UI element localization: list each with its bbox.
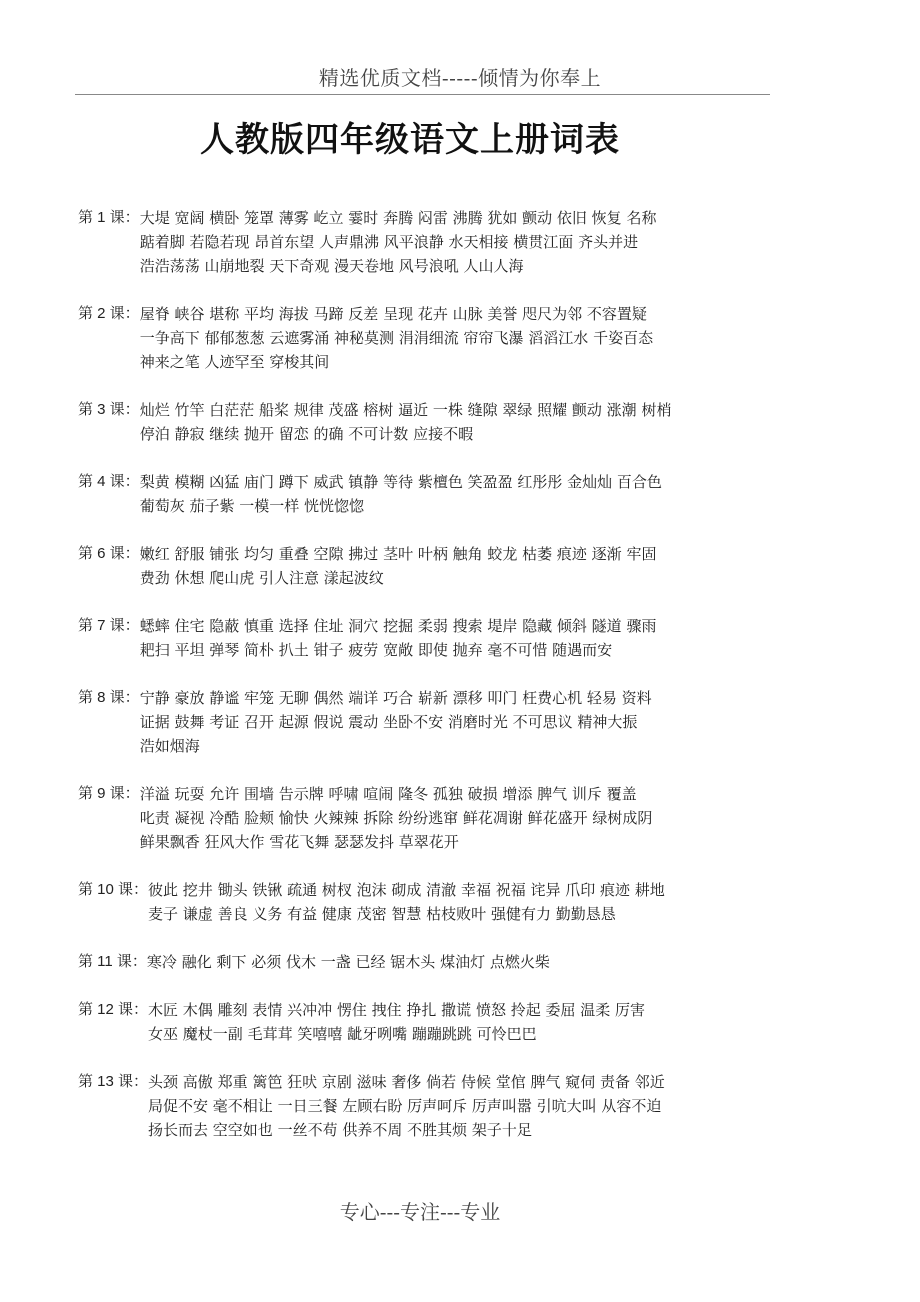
- word-line: 灿烂 竹竿 白茫茫 船桨 规律 茂盛 榕树 逼近 一株 缝隙 翠绿 照耀 颤动 涨潮 树梢: [139, 401, 672, 419]
- page-footer: 专心---专注---专业: [339, 1200, 501, 1224]
- word-line: 葡萄灰 茄子紫 一模一样 恍恍惚惚: [139, 497, 364, 515]
- word-line: 局促不安 毫不相让 一日三餐 左顾右盼 厉声呵斥 厉声叫嚣 引吭大叫 从容不迫: [148, 1097, 662, 1115]
- lesson-9: [78, 782, 778, 854]
- word-line: 头颈 高傲 郑重 篱笆 狂吠 京剧 滋味 奢侈 倘若 侍候 堂倌 脾气 窥伺 责备 邻近: [148, 1073, 665, 1091]
- lesson-12: [78, 998, 778, 1046]
- lesson-label: 第 11 课：: [78, 953, 147, 970]
- lesson-11: [78, 950, 778, 974]
- lesson-label: 第 1 课：: [78, 209, 140, 226]
- lesson-label: 第 9 课：: [78, 785, 140, 802]
- vocabulary-list: [78, 206, 778, 1166]
- lesson-13: [78, 1070, 778, 1142]
- lesson-8: [78, 686, 778, 758]
- word-line: 蟋蟀 住宅 隐蔽 慎重 选择 住址 洞穴 挖掘 柔弱 搜索 堤岸 隐藏 倾斜 隧道 骤雨: [139, 617, 657, 635]
- word-line: 神来之笔 人迹罕至 穿梭其间: [139, 353, 330, 371]
- lesson-label: 第 7 课：: [78, 617, 140, 634]
- page-header: 精选优质文档-----倾情为你奉上: [318, 66, 602, 90]
- lesson-10: [78, 878, 778, 926]
- word-line: 踮着脚 若隐若现 昂首东望 人声鼎沸 风平浪静 水天相接 横贯江面 齐头并进: [139, 233, 639, 251]
- lesson-6: [78, 542, 778, 590]
- header-divider: [75, 94, 770, 95]
- lesson-label: 第 6 课：: [78, 545, 140, 562]
- lesson-1: [78, 206, 778, 278]
- lesson-label: 第 12 课：: [78, 1001, 149, 1018]
- lesson-label: 第 8 课：: [78, 689, 140, 706]
- word-line: 费劲 休想 爬山虎 引人注意 漾起波纹: [139, 569, 384, 587]
- word-line: 女巫 魔杖一副 毛茸茸 笑嘻嘻 龇牙咧嘴 蹦蹦跳跳 可怜巴巴: [148, 1025, 537, 1043]
- word-line: 寒冷 融化 剩下 必须 伐木 一盏 已经 锯木头 煤油灯 点燃火柴: [146, 953, 550, 971]
- word-line: 证据 鼓舞 考证 召开 起源 假说 震动 坐卧不安 消磨时光 不可思议 精神大振: [139, 713, 638, 731]
- word-line: 鲜果飘香 狂风大作 雪花飞舞 瑟瑟发抖 草翠花开: [139, 833, 459, 851]
- lesson-label: 第 10 课：: [78, 881, 149, 898]
- word-line: 木匠 木偶 雕刻 表情 兴冲冲 愣住 拽住 挣扎 撒谎 愤怒 拎起 委屈 温柔 厉害: [148, 1001, 646, 1019]
- lesson-label: 第 4 课：: [78, 473, 140, 490]
- word-line: 洋溢 玩耍 允许 围墙 告示牌 呼啸 喧闹 隆冬 孤独 破损 增添 脾气 训斥 覆盖: [139, 785, 637, 803]
- word-line: 麦子 谦虚 善良 义务 有益 健康 茂密 智慧 枯枝败叶 强健有力 勤勤恳恳: [148, 905, 616, 923]
- word-line: 屋脊 峡谷 堪称 平均 海拔 马蹄 反差 呈现 花卉 山脉 美誉 咫尺为邻 不容置疑: [139, 305, 647, 323]
- lesson-label: 第 3 课：: [78, 401, 140, 418]
- lesson-label: 第 13 课：: [78, 1073, 149, 1090]
- lesson-label: 第 2 课：: [78, 305, 140, 322]
- word-line: 叱责 凝视 冷酷 脸颊 愉快 火辣辣 拆除 纷纷逃窜 鲜花凋谢 鲜花盛开 绿树成阴: [139, 809, 653, 827]
- lesson-7: [78, 614, 778, 662]
- word-line: 一争高下 郁郁葱葱 云遮雾涌 神秘莫测 涓涓细流 帘帘飞瀑 滔滔江水 千姿百态: [139, 329, 654, 347]
- document-title: 人教版四年级语文上册词表: [200, 120, 620, 160]
- lesson-3: [78, 398, 778, 446]
- word-line: 停泊 静寂 继续 抛开 留恋 的确 不可计数 应接不暇: [139, 425, 474, 443]
- lesson-4: [78, 470, 778, 518]
- word-line: 彼此 挖井 锄头 铁锹 疏通 树杈 泡沫 砌成 清澈 幸福 祝福 诧异 爪印 痕迹 耕地: [148, 881, 665, 899]
- word-line: 扬长而去 空空如也 一丝不苟 供养不周 不胜其烦 架子十足: [148, 1121, 532, 1139]
- word-line: 浩如烟海: [139, 737, 200, 755]
- word-line: 嫩红 舒服 铺张 均匀 重叠 空隙 拂过 茎叶 叶柄 触角 蛟龙 枯萎 痕迹 逐渐 牢固: [139, 545, 657, 563]
- word-line: 大堤 宽阔 横卧 笼罩 薄雾 屹立 霎时 奔腾 闷雷 沸腾 犹如 颤动 依旧 恢复 名称: [139, 209, 657, 227]
- word-line: 耙扫 平坦 弹琴 简朴 扒土 钳子 疲劳 宽敞 即使 抛弃 毫不可惜 随遇而安: [139, 641, 613, 659]
- word-line: 浩浩荡荡 山崩地裂 天下奇观 漫天卷地 风号浪吼 人山人海: [139, 257, 524, 275]
- word-line: 宁静 豪放 静谧 牢笼 无聊 偶然 端详 巧合 崭新 漂移 叩门 枉费心机 轻易 资料: [139, 689, 652, 707]
- lesson-2: [78, 302, 778, 374]
- word-line: 梨黄 模糊 凶猛 庙门 蹲下 威武 镇静 等待 紫檀色 笑盈盈 红彤彤 金灿灿 百合色: [139, 473, 662, 491]
